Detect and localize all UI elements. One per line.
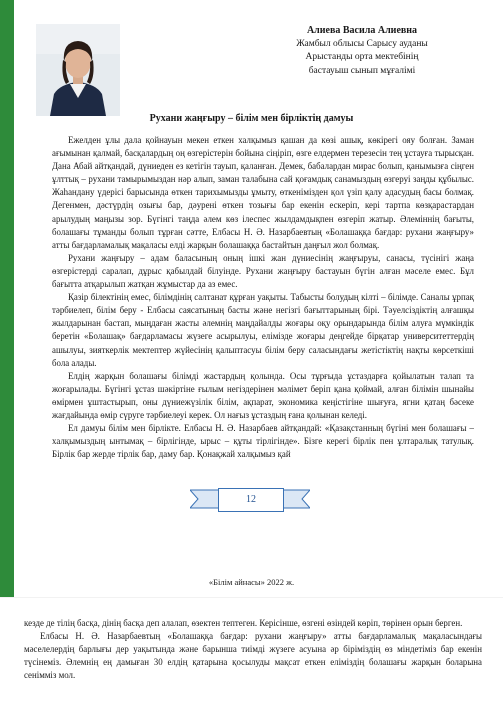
paragraph: кезде де тілің басқа, дінің басқа деп алалап, өзектен тептеген. Керісінше, өзгені өзіндей көріп, төрінен орын берген.	[24, 618, 463, 628]
author-block	[247, 24, 477, 78]
author-region: Жамбыл облысы Сарысу ауданы	[296, 38, 428, 49]
author-portrait-icon	[36, 24, 120, 116]
author-position: бастауыш сынып мұғалімі	[308, 65, 416, 76]
author-name: Алиева Васила Алиевна	[306, 25, 418, 36]
paragraph: Елбасы Н. Ә. Назарбаевтың «Болашаққа бағдар: рухани жаңғыру» атты бағдарламалық мақаласындағы мәселелердің барлығы дер уақытында және барынша тиімді жүзеге асуына әр біріміздің өз міндетіміз бар екенін түсінеміз. Әлемнің ең дамыған 30 елдің қатарына қосылуды мақсат еткен еліміздің болашағы жарқын боларына сенімміз мол.	[24, 631, 482, 681]
article-body	[52, 134, 474, 461]
author-photo	[36, 24, 120, 116]
paragraph: Ежелден ұлы дала қойнауын мекен еткен халқымыз қашан да көзі ашық, көкірегі ояу болған. Заман ағымынан қалмай, басқалардың оң өзгерістерін бойына сіңіріп, өзге елдермен терезесін тең ұстауға тырысқан. Дана Абай айтқандай, дүниеден ез кетігін тауып, қаланған. Демек, бабалардан мирас болып, қанымызға сіңген ұлттық – рухани тамырымыздан нәр алып, заман талабына сай қоғамдық санамыздың өзгеруі заңды құбылыс. Жаһандану үдерісі барысында өткен тарихымызды ұмыту, өткенімізден қол үзіп қалу адасудың басы болмақ. Дегенмен, дәстүрдің озығы бар, дәурені өткен тозығы бар екенін ескеріп, кері тартпа көзқарастардан арылудың маңызы зор. Бүгінгі таңда әлем көз ілеспес жылдамдықпен өзгеріп жатыр. Әлеміннің бағыты, болашағы тұманды болып тұрған сәтте, Елбасы Н. Ә. Назарбаевтың «Болашаққа бағдар: рухани жаңғыру» атты бағдарламалық мақаласы елді жарқын болашаққа бастайтын даңғыл жол болмақ.	[52, 135, 474, 250]
paragraph: Рухани жаңғыру – адам баласының оның ішкі жан дүниесінің жаңғыруы, санасы, түсінігі жаңа өзгерістерді саралап, дұрыс қабылдай білуінде. Рухани жаңғыру бастауын бүгін алған мәселе емес. Бұл бағытта атқарылып жатқан жұмыстар да аз емес.	[52, 252, 474, 290]
author-school: Арыстанды орта мектебінің	[305, 52, 419, 62]
green-side-bar	[0, 0, 14, 597]
page-number: 12	[218, 488, 284, 512]
paragraph: Ел дамуы білім мен бірлікте. Елбасы Н. Ә. Назарбаев айтқандай: «Қазақстанның бүгіні мен болашағы – халқымыздың ынтымақ – бірлігінде, ырыс – құты тірлігінде». Бізге керегі бірлік пен ұлтаралық татулық. Бірлік бар жерде тірлік бар, даму бар. Қонақжай халқымыз қай	[52, 423, 474, 460]
article-continuation	[24, 617, 482, 682]
journal-footer: «Білім айнасы» 2022 ж.	[208, 577, 295, 587]
page-number-ribbon	[190, 484, 310, 514]
page-divider	[0, 597, 503, 616]
paragraph: Қазір білектінің емес, білімдінің салтанат құрған уақыты. Табысты болудың кілті – білімде. Саналы ұрпақ тәрбиелеп, білім беру - Елбасы саясатының басты және негізгі бағыттарының бірі. Тәуелсіздіктің алғашқы жылдарынан бастап, мыңдаған жасты әлемнің маңдайалды жоғары оқу орындарында білім алуға мүмкіндік беретін «Болашақ» бағдарламасы жүзеге асырылуы, елімізде жоғары деңгейде бірқатар университеттердің ашылуы, зияткерлік мектептер жүйесінің қалыптасуы білім беру саласындағы жетістіктің нақты көрсеткіші бола алады.	[52, 292, 474, 368]
paragraph: Елдің жарқын болашағы білімді жастардың қолында. Осы тұрғыда ұстаздарға қойылатын талап та жоғарылады. Бүгінгі ұстаз шәкіртіне ғылым негіздерінен мәлімет беріп қана қоймай, алған білімін шынайы өмірмен ұштастырып, оны дүниежүзілік білім, ақпарат, экономика кеңістігіне шығуға, ягни қатаң бәсеке жағдайында өмір сүруге тәрбиелеуі керек. Ол нағыз ұстаздың ғана қолынан келеді.	[52, 370, 474, 420]
article-title: Рухани жаңғыру – білім мен бірліктің дамуы	[149, 113, 354, 124]
